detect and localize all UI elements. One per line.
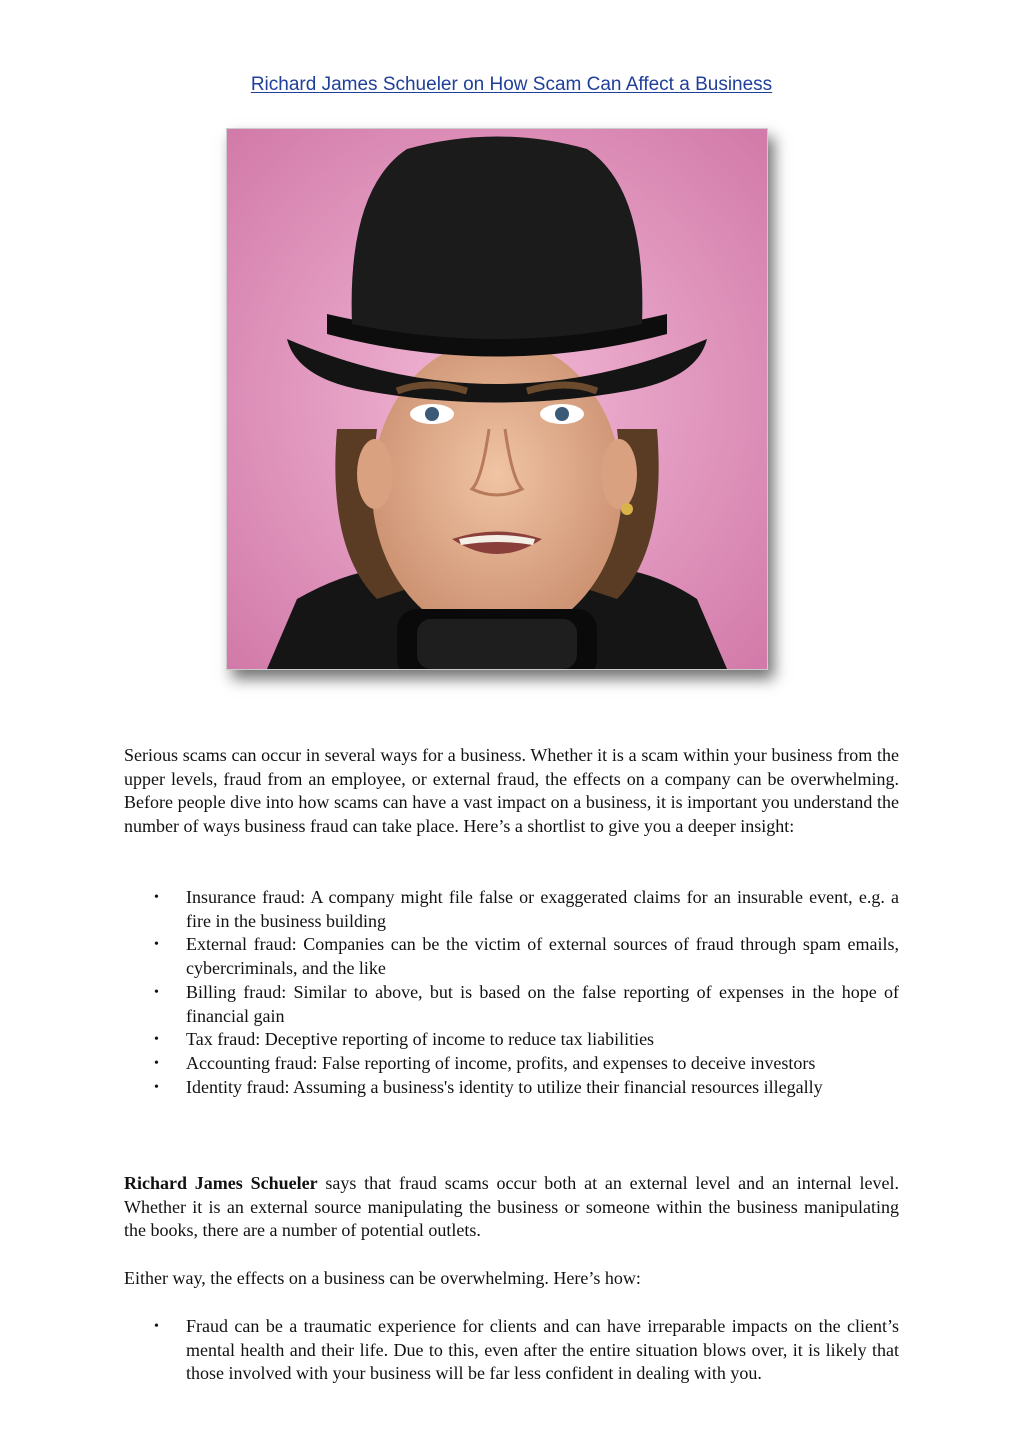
list-item (124, 1076, 899, 1100)
intro-paragraph: Serious scams can occur in several ways for a business. Whether it is a scam within your business from the upper levels, fraud from an employee, or external fraud, the effects on a company can be overwhelming. Before people dive into how scams can have a vast impact on a business, it is important you understand the number of ways business fraud can take place. Here’s a shortlist to give you a deeper insight: (124, 745, 899, 837)
bullet-icon: • (154, 1319, 159, 1334)
bullet-icon: • (154, 890, 159, 905)
list-item (124, 1028, 899, 1052)
portrait-illustration (227, 129, 767, 669)
document-title[interactable]: Richard James Schueler on How Scam Can Affect a Business (250, 74, 773, 95)
list-item-text: Fraud can be a traumatic experience for clients and can have irreparable impacts on the client’s mental health and their life. Due to this, even after the entire situation blows over, it is likely that those involved with your business will be far less confident in dealing with you. (186, 1316, 899, 1384)
list-item-text: Accounting fraud: False reporting of income, profits, and expenses to deceive investors (186, 1052, 816, 1073)
fraud-types-list (124, 886, 899, 1099)
bullet-icon: • (154, 1055, 159, 1071)
bullet-icon: • (154, 1079, 159, 1095)
list-item (124, 981, 899, 1028)
list-item-text: Insurance fraud: A company might file false or exaggerated claims for an insurable event, e.g. a fire in the business building (186, 887, 899, 931)
list-item (124, 933, 899, 980)
effects-intro-paragraph: Either way, the effects on a business can be overwhelming. Here’s how: (124, 1268, 641, 1288)
schueler-paragraph-text: says that fraud scams occur both at an external level and an internal level. Whether it is an external source manipulating the business or someone within the business manipulating the books, there are a number of potential outlets. (124, 1173, 899, 1241)
list-item-text: Billing fraud: Similar to above, but is based on the false reporting of expenses in the hope of financial gain (186, 981, 899, 1026)
list-item (124, 1315, 899, 1386)
bullet-icon: • (154, 984, 159, 1000)
portrait-photo (226, 128, 768, 670)
bullet-icon: • (154, 937, 159, 953)
list-item-text: Identity fraud: Assuming a business's identity to utilize their financial resources illegally (186, 1076, 823, 1097)
schueler-paragraph (124, 1172, 899, 1243)
bullet-icon: • (154, 1032, 159, 1048)
list-item (124, 886, 899, 933)
effects-list (124, 1315, 899, 1386)
list-item (124, 1052, 899, 1076)
list-item-text: Tax fraud: Deceptive reporting of income to reduce tax liabilities (186, 1029, 655, 1050)
author-name: Richard James Schueler (124, 1173, 318, 1193)
list-item-text: External fraud: Companies can be the victim of external sources of fraud through spam emails, cybercriminals, and the like (186, 934, 899, 979)
